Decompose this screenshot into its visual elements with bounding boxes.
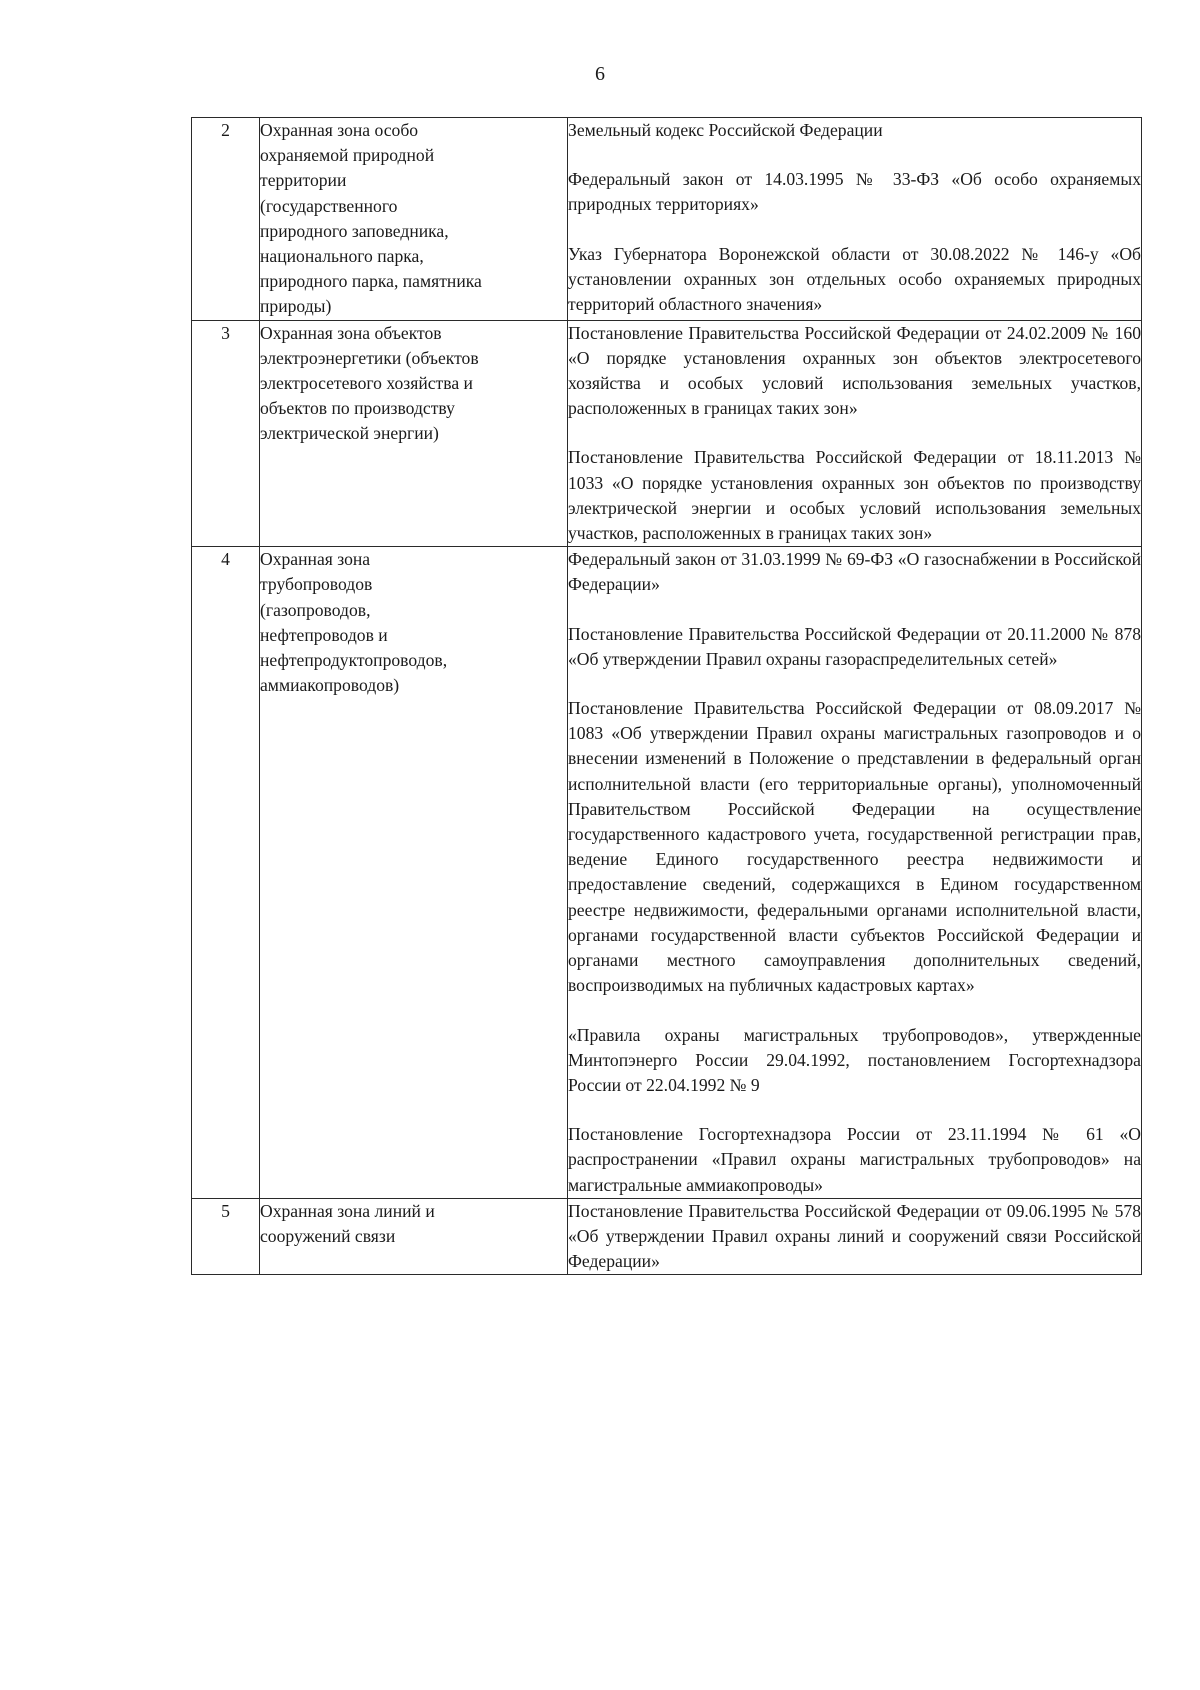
- document-reference: Указ Губернатора Воронежской области от 30.08.2022 № 146-у «Об установлении охранных зон отдельных особо охраняемых природных территорий областного значения»: [568, 243, 1141, 315]
- zone-name-cell: [260, 320, 568, 547]
- table-row: [192, 1198, 1142, 1275]
- zone-name: Охранная зона линий и сооружений связи: [260, 1200, 435, 1246]
- zone-name-cell: [260, 547, 568, 1198]
- document-reference: Федеральный закон от 14.03.1995 № 33-ФЗ «Об особо охраняемых природных территориях»: [568, 169, 1141, 215]
- table-row: [192, 547, 1142, 1198]
- document-reference: Земельный кодекс Российской Федерации: [568, 120, 883, 140]
- documents-cell: [568, 547, 1142, 1198]
- zone-name: Охранная зона трубопроводов (газопроводов, нефтепроводов и нефтепродуктопроводов, аммиакопроводов): [260, 549, 448, 696]
- document-reference: Постановление Госгортехнадзора России от 23.11.1994 № 61 «О распространении «Правил охраны магистральных трубопроводов» на магистральные аммиакопроводы»: [568, 1124, 1141, 1195]
- documents-cell: [568, 320, 1142, 547]
- document-reference: Постановление Правительства Российской Федерации от 20.11.2000 № 878 «Об утверждении Правил охраны газораспределительных сетей»: [568, 623, 1141, 669]
- table-row: [192, 118, 1142, 321]
- row-number-cell: 5: [192, 1198, 260, 1275]
- zones-table: [191, 117, 1142, 1275]
- page-number: 6: [595, 63, 605, 85]
- zone-name-cell: [260, 118, 568, 321]
- documents-cell: [568, 118, 1142, 321]
- row-number-cell: 4: [192, 547, 260, 1198]
- documents-cell: [568, 1198, 1142, 1275]
- document-reference: Постановление Правительства Российской Федерации от 08.09.2017 № 1083 «Об утверждении Правил охраны магистральных газопроводов и о внесении изменений в Положение о представлении в федеральный орган исполнительной власти (его территориальные органы), уполномоченный Правительством Российской Федерации на осуществление государственного кадастрового учета, государственной регистрации прав, ведение Единого государственного реестра недвижимости и предоставление сведений, содержащихся в Едином государственном реестре недвижимости, федеральными органами исполнительной власти, органами государственной власти субъектов Российской Федерации и органами местного самоуправления дополнительных сведений, воспроизводимых на публичных кадастровых картах»: [568, 698, 1141, 996]
- document-reference: Постановление Правительства Российской Федерации от 24.02.2009 № 160 «О порядке установления охранных зон объектов электросетевого хозяйства и особых условий использования земельных участков, расположенных в границах таких зон»: [568, 322, 1141, 419]
- zone-name-cell: [260, 1198, 568, 1275]
- row-number-cell: 3: [192, 320, 260, 547]
- zone-name: Охранная зона объектов электроэнергетики (объектов электросетевого хозяйства и объектов по производству электрической энергии): [260, 322, 479, 444]
- document-reference: Постановление Правительства Российской Федерации от 18.11.2013 № 1033 «О порядке установления охранных зон объектов по производству электрической энергии и особых условий использования земельных участков, расположенных в границах таких зон»: [568, 447, 1141, 544]
- document-reference: Постановление Правительства Российской Федерации от 09.06.1995 № 578 «Об утверждении Правил охраны линий и сооружений связи Российской Федерации»: [568, 1200, 1141, 1272]
- document-reference: Федеральный закон от 31.03.1999 № 69-ФЗ «О газоснабжении в Российской Федерации»: [568, 549, 1141, 595]
- zone-name: Охранная зона особо охраняемой природной территории (государственного природного заповедника, национального парка, природного парка, памятника природы): [260, 120, 482, 317]
- table-row: [192, 320, 1142, 547]
- row-number-cell: 2: [192, 118, 260, 321]
- document-reference: «Правила охраны магистральных трубопроводов», утвержденные Минтопэнерго России 29.04.1992, постановлением Госгортехнадзора России от 22.04.1992 № 9: [568, 1024, 1141, 1095]
